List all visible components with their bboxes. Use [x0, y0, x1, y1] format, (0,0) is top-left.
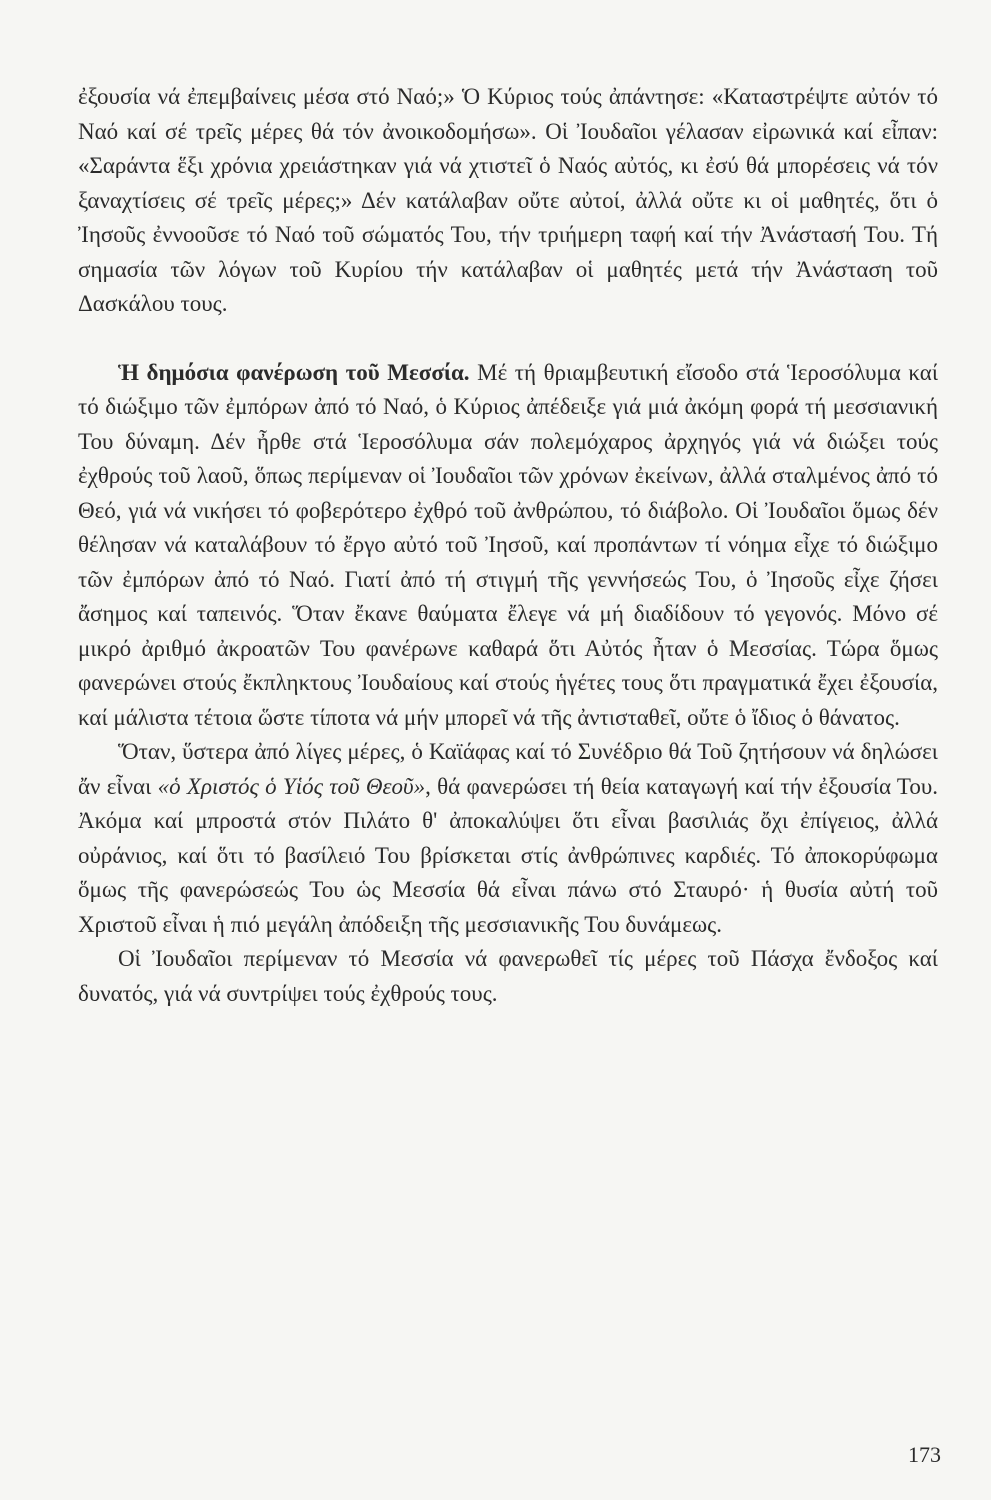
paragraph-4: Οἱ Ἰουδαῖοι περίμεναν τό Μεσσία νά φανερωθεῖ τίς μέρες τοῦ Πάσχα ἔνδοξος καί δυνατός, γιά νά συντρίψει τούς ἐχθρούς τους.: [78, 946, 938, 1006]
page-body: [78, 80, 938, 1011]
page-number: 173: [908, 1442, 941, 1467]
paragraph-3-text-a: Ὅταν, ὕστερα ἀπό λίγες μέρες, ὁ Καϊάφας καί τό Συνέδριο θά Τοῦ ζητήσουν νά δηλώσει ἄν εἶναι: [78, 739, 938, 799]
paragraph-1: ἐξουσία νά ἐπεμβαίνεις μέσα στό Ναό;» Ὁ Κύριος τούς ἀπάντησε: «Καταστρέψτε αὐτόν τό Ναό καί σέ τρεῖς μέρες θά τόν ἀνοικοδομήσω». Οἱ Ἰουδαῖοι γέλασαν εἰρωνικά καί εἶπαν: «Σαράντα ἕξι χρόνια χρειάστηκαν γιά νά χτιστεῖ ὁ Ναός αὐτός, κι ἐσύ θά μπορέσεις νά τόν ξαναχτίσεις σέ τρεῖς μέρες;» Δέν κατάλαβαν οὔτε αὐτοί, ἀλλά οὔτε κι οἱ μαθητές, ὅτι ὁ Ἰησοῦς ἐννοοῦσε τό Ναό τοῦ σώματός Του, τήν τριήμερη ταφή καί τήν Ἀνάστασή Του. Τή σημασία τῶν λόγων τοῦ Κυρίου τήν κατάλαβαν οἱ μαθητές μετά τήν Ἀνάσταση τοῦ Δασκάλου τους.: [78, 84, 938, 316]
paragraph-2-text: Μέ τή θριαμβευτική εἴσοδο στά Ἱεροσόλυμα καί τό διώξιμο τῶν ἐμπόρων ἀπό τό Ναό, ὁ Κύριος ἀπέδειξε γιά μιά ἀκόμη φορά τή μεσσιανική Του δύναμη. Δέν ἦρθε στά Ἱεροσόλυμα σάν πολεμόχαρος ἀρχηγός γιά νά διώξει τούς ἐχθρούς τοῦ λαοῦ, ὅπως περίμεναν οἱ Ἰουδαῖοι τῶν χρόνων ἐκείνων, ἀλλά σταλμένος ἀπό τό Θεό, γιά νά νικήσει τό φοβερότερο ἐχθρό τοῦ ἀνθρώπου, τό διάβολο. Οἱ Ἰουδαῖοι ὅμως δέν θέλησαν νά καταλάβουν τό ἔργο αὐτό τοῦ Ἰησοῦ, καί προπάντων τί νόημα εἶχε τό διώξιμο τῶν ἐμπόρων ἀπό τό Ναό. Γιατί ἀπό τή στιγμή τῆς γεννήσεώς Του, ὁ Ἰησοῦς εἶχε ζήσει ἄσημος καί ταπεινός. Ὅταν ἔκανε θαύματα ἔλεγε νά μή διαδίδουν τό γεγονός. Μόνο σέ μικρό ἀριθμό ἀκροατῶν Του φανέρωνε καθαρά ὅτι Αὐτός ἦταν ὁ Μεσσίας. Τώρα ὅμως φανερώνει στούς ἔκπληκτους Ἰουδαίους καί στούς ἡγέτες τους ὅτι πραγματικά ἔχει ἐξουσία, καί μάλιστα τέτοια ὥστε τίποτα νά μήν μπορεῖ νά τῆς ἀντισταθεῖ, οὔτε ὁ ἴδιος ὁ θάνατος.: [78, 359, 939, 730]
paragraph-3: [78, 735, 938, 942]
quote-italic: «ὁ Χριστός ὁ Υἱός τοῦ Θεοῦ»: [157, 773, 426, 799]
section-heading: Ἡ δημόσια φανέρωση τοῦ Μεσσία.: [118, 359, 470, 385]
paragraph-2: [78, 356, 938, 736]
paragraph-3-text-b: , θά φανερώσει τή θεία καταγωγή καί τήν ἐξουσία Του. Ἀκόμα καί μπροστά στόν Πιλάτο θ' ἀποκαλύψει ὅτι εἶναι βασιλιάς ὄχι ἐπίγειος, ἀλλά οὐράνιος, καί ὅτι τό βασίλειό Του βρίσκεται στίς ἀνθρώπινες καρδιές. Τό ἀποκορύφωμα ὅμως τῆς φανερώσεώς Του ὡς Μεσσία θά εἶναι πάνω στό Σταυρό· ἡ θυσία αὐτή τοῦ Χριστοῦ εἶναι ἡ πιό μεγάλη ἀπόδειξη τῆς μεσσιανικῆς Του δυνάμεως.: [78, 773, 938, 937]
